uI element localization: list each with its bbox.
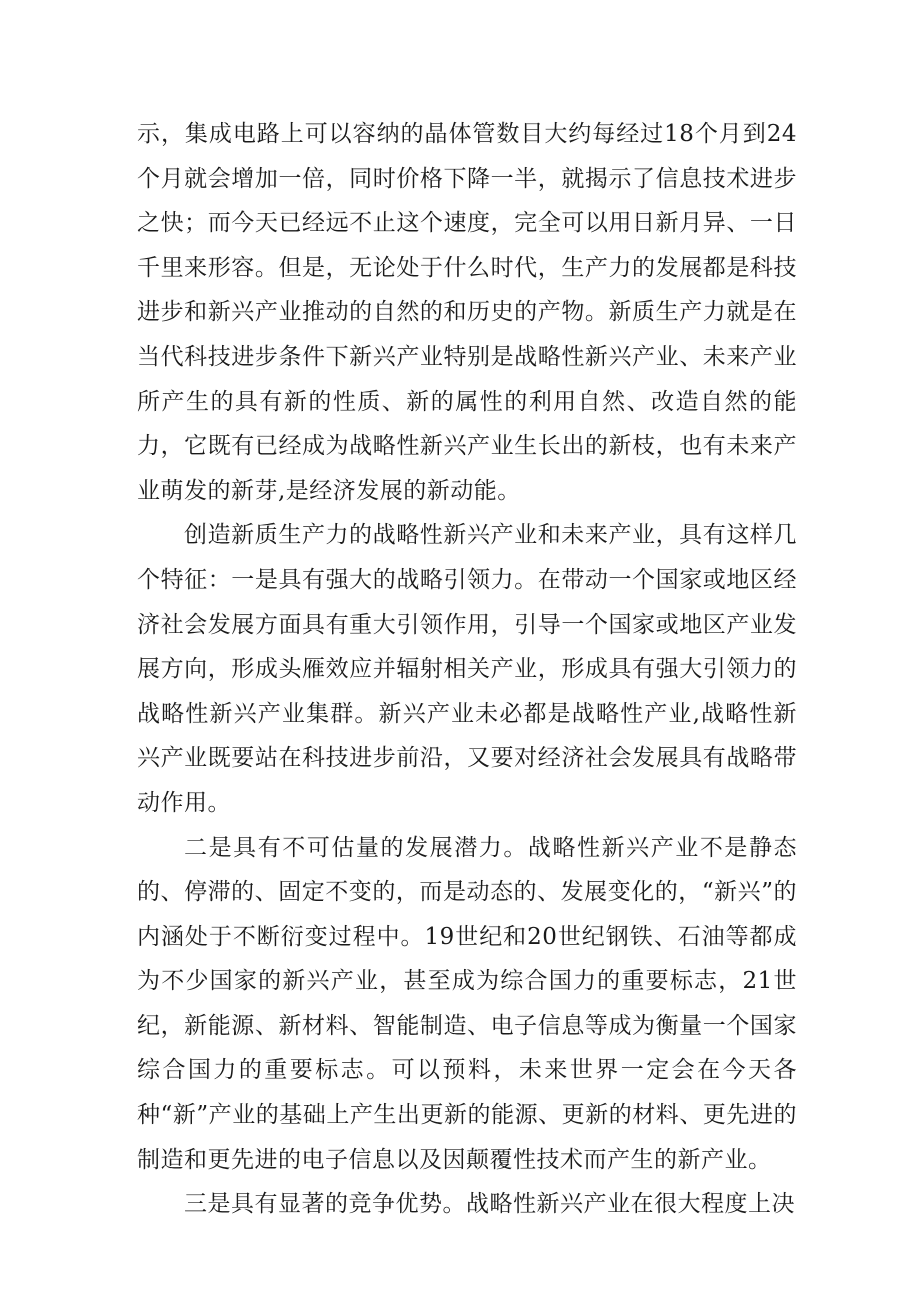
paragraph-characteristics-intro: 创造新质生产力的战略性新兴产业和未来产业，具有这样几个特征：一是具有强大的战略引领力。在带动一个国家或地区经济社会发展方面具有重大引领作用，引导一个国家或地区产业发展方向，形成头雁效应并辐射相关产业，形成具有强大引领力的战略性新兴产业集群。新兴产业未必都是战略性产业,战略性新兴产业既要站在科技进步前沿，又要对经济社会发展具有战略带动作用。 [137,522,797,816]
document-page [137,112,797,1227]
paragraph-development-potential: 二是具有不可估量的发展潜力。战略性新兴产业不是静态的、停滞的、固定不变的，而是动态的、发展变化的，“新兴”的内涵处于不断衍变过程中。19世纪和20世纪钢铁、石油等都成为不少国家的新兴产业，甚至成为综合国力的重要标志，21世纪，新能源、新材料、智能制造、电子信息等成为衡量一个国家综合国力的重要标志。可以预料，未来世界一定会在今天各种“新”产业的基础上产生出更新的能源、更新的材料、更先进的制造和更先进的电子信息以及因颠覆性技术而产生的新产业。 [137,834,797,1173]
paragraph-continued: 示，集成电路上可以容纳的晶体管数目大约每经过18个月到24个月就会增加一倍，同时价格下降一半，就揭示了信息技术进步之快；而今天已经远不止这个速度，完全可以用日新月异、一日千里来形容。但是，无论处于什么时代，生产力的发展都是科技进步和新兴产业推动的自然的和历史的产物。新质生产力就是在当代科技进步条件下新兴产业特别是战略性新兴产业、未来产业所产生的具有新的性质、新的属性的利用自然、改造自然的能力，它既有已经成为战略性新兴产业生长出的新枝，也有未来产业萌发的新芽,是经济发展的新动能。 [137,121,797,504]
paragraph-competitive-advantage: 三是具有显著的竞争优势。战略性新兴产业在很大程度上决 [184,1191,795,1218]
